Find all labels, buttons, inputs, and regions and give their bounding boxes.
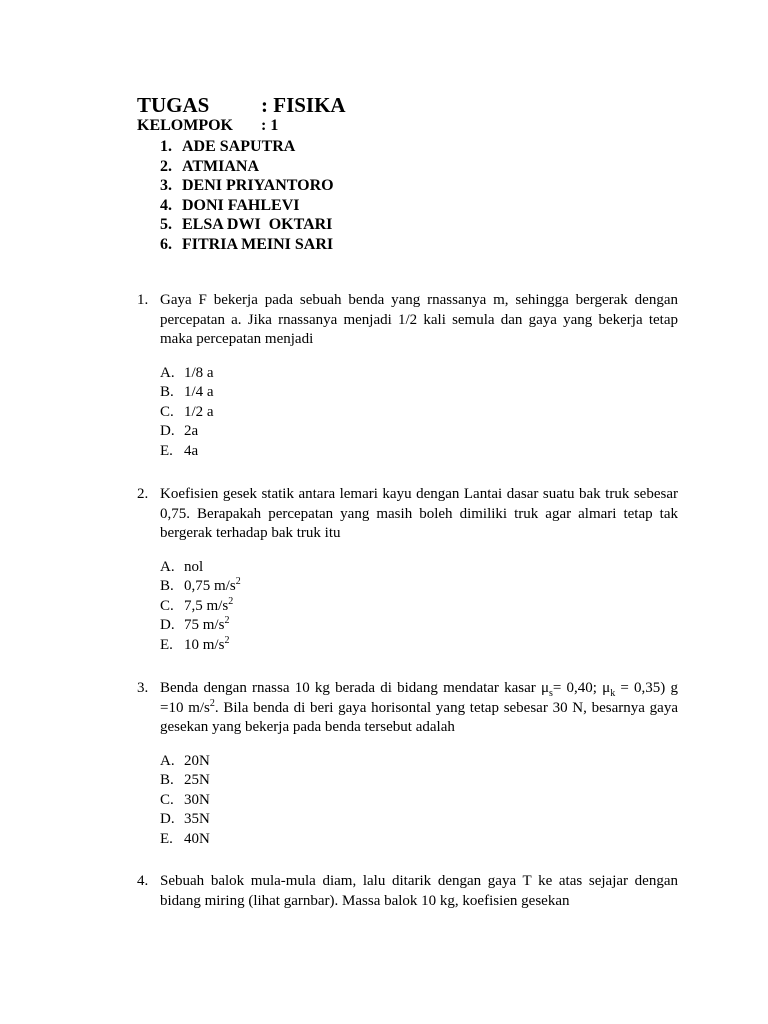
option-item: A. nol: [160, 558, 204, 575]
option-item: C. 7,5 $m/s^2$: [160, 595, 234, 614]
option-item: B. 25N: [160, 772, 210, 788]
option-list: [160, 364, 678, 462]
question-1: [137, 291, 678, 461]
option-item: D. 2a: [160, 423, 199, 439]
option-item: B. 1/4 a: [160, 384, 214, 400]
question-number: 3.: [137, 680, 149, 696]
assignment-title: [137, 93, 346, 118]
option-list: [160, 558, 678, 656]
question-number: 4.: [137, 873, 149, 889]
member-name: ELSA DWI OKTARI: [182, 216, 333, 234]
question-text: Sebuah balok mula-mula diam, lalu ditarik dengan gaya T ke atas sejajar dengan bidang miring (lihat garnbar). Massa balok 10 kg, koefisien gesekan: [160, 873, 678, 909]
member-item: 4. DONI FAHLEVI: [160, 196, 300, 214]
tugas-label: TUGAS: [137, 93, 210, 117]
question-number: 1.: [137, 292, 149, 308]
member-name: ATMIANA: [182, 157, 260, 175]
member-item: 6. FITRIA MEINI SARI: [160, 235, 334, 253]
option-item: A. 20N: [160, 752, 210, 769]
member-name: DENI PRIYANTORO: [182, 177, 334, 195]
member-item: 2. ATMIANA: [160, 157, 260, 175]
member-name: FITRIA MEINI SARI: [182, 235, 334, 253]
question-3: [137, 679, 678, 849]
group-heading: [137, 117, 279, 135]
member-item: 1. ADE SAPUTRA: [160, 138, 296, 155]
option-item: E. 40N: [160, 830, 210, 847]
kelompok-value: : 1: [261, 117, 279, 134]
question-4: [137, 872, 678, 911]
question-2: [137, 485, 678, 655]
member-list: [160, 137, 334, 255]
option-item: A. 1/8 a: [160, 364, 214, 381]
option-item: B. 0,75 $m/s^2$: [160, 576, 241, 594]
member-item: 5. ELSA DWI OKTARI: [160, 216, 333, 234]
tugas-value: : FISIKA: [261, 93, 346, 117]
option-item: C. 1/2 a: [160, 403, 214, 420]
member-item: 3. DENI PRIYANTORO: [160, 177, 334, 195]
option-item: C. 30N: [160, 791, 210, 808]
option-list: [160, 752, 678, 850]
option-item: E. 4a: [160, 442, 199, 459]
question-text: Benda dengan rnassa 10 kg berada di bidang mendatar kasar $\mu_s= 0,40$; $\mu_k = 0,35$) g =10 $m/s^2$. Bila benda di beri gaya horisontal yang tetap sebesar 30 N, besarnya gaya gesekan yang bekerja pada benda tersebut adalah: [160, 680, 678, 735]
member-name: DONI FAHLEVI: [182, 196, 300, 214]
question-text: Koefisien gesek statik antara lemari kayu dengan Lantai dasar suatu bak truk sebesar 0,75. Berapakah percepatan yang masih boleh dimiliki truk agar almari tetap tak bergerak terhadap bak truk itu: [160, 486, 678, 541]
option-item: D. 75 $m/s^2$: [160, 615, 230, 633]
option-item: E. 10 $m/s^2$: [160, 634, 230, 653]
option-item: D. 35N: [160, 811, 210, 827]
kelompok-label: KELOMPOK: [137, 117, 233, 134]
member-name: ADE SAPUTRA: [182, 138, 296, 155]
question-number: 2.: [137, 486, 149, 502]
question-text: Gaya F bekerja pada sebuah benda yang rnassanya m, sehingga bergerak dengan percepatan a. Jika rnassanya menjadi 1/2 kali semula dan gaya yang bekerja tetap maka percepatan menjadi: [160, 292, 678, 347]
